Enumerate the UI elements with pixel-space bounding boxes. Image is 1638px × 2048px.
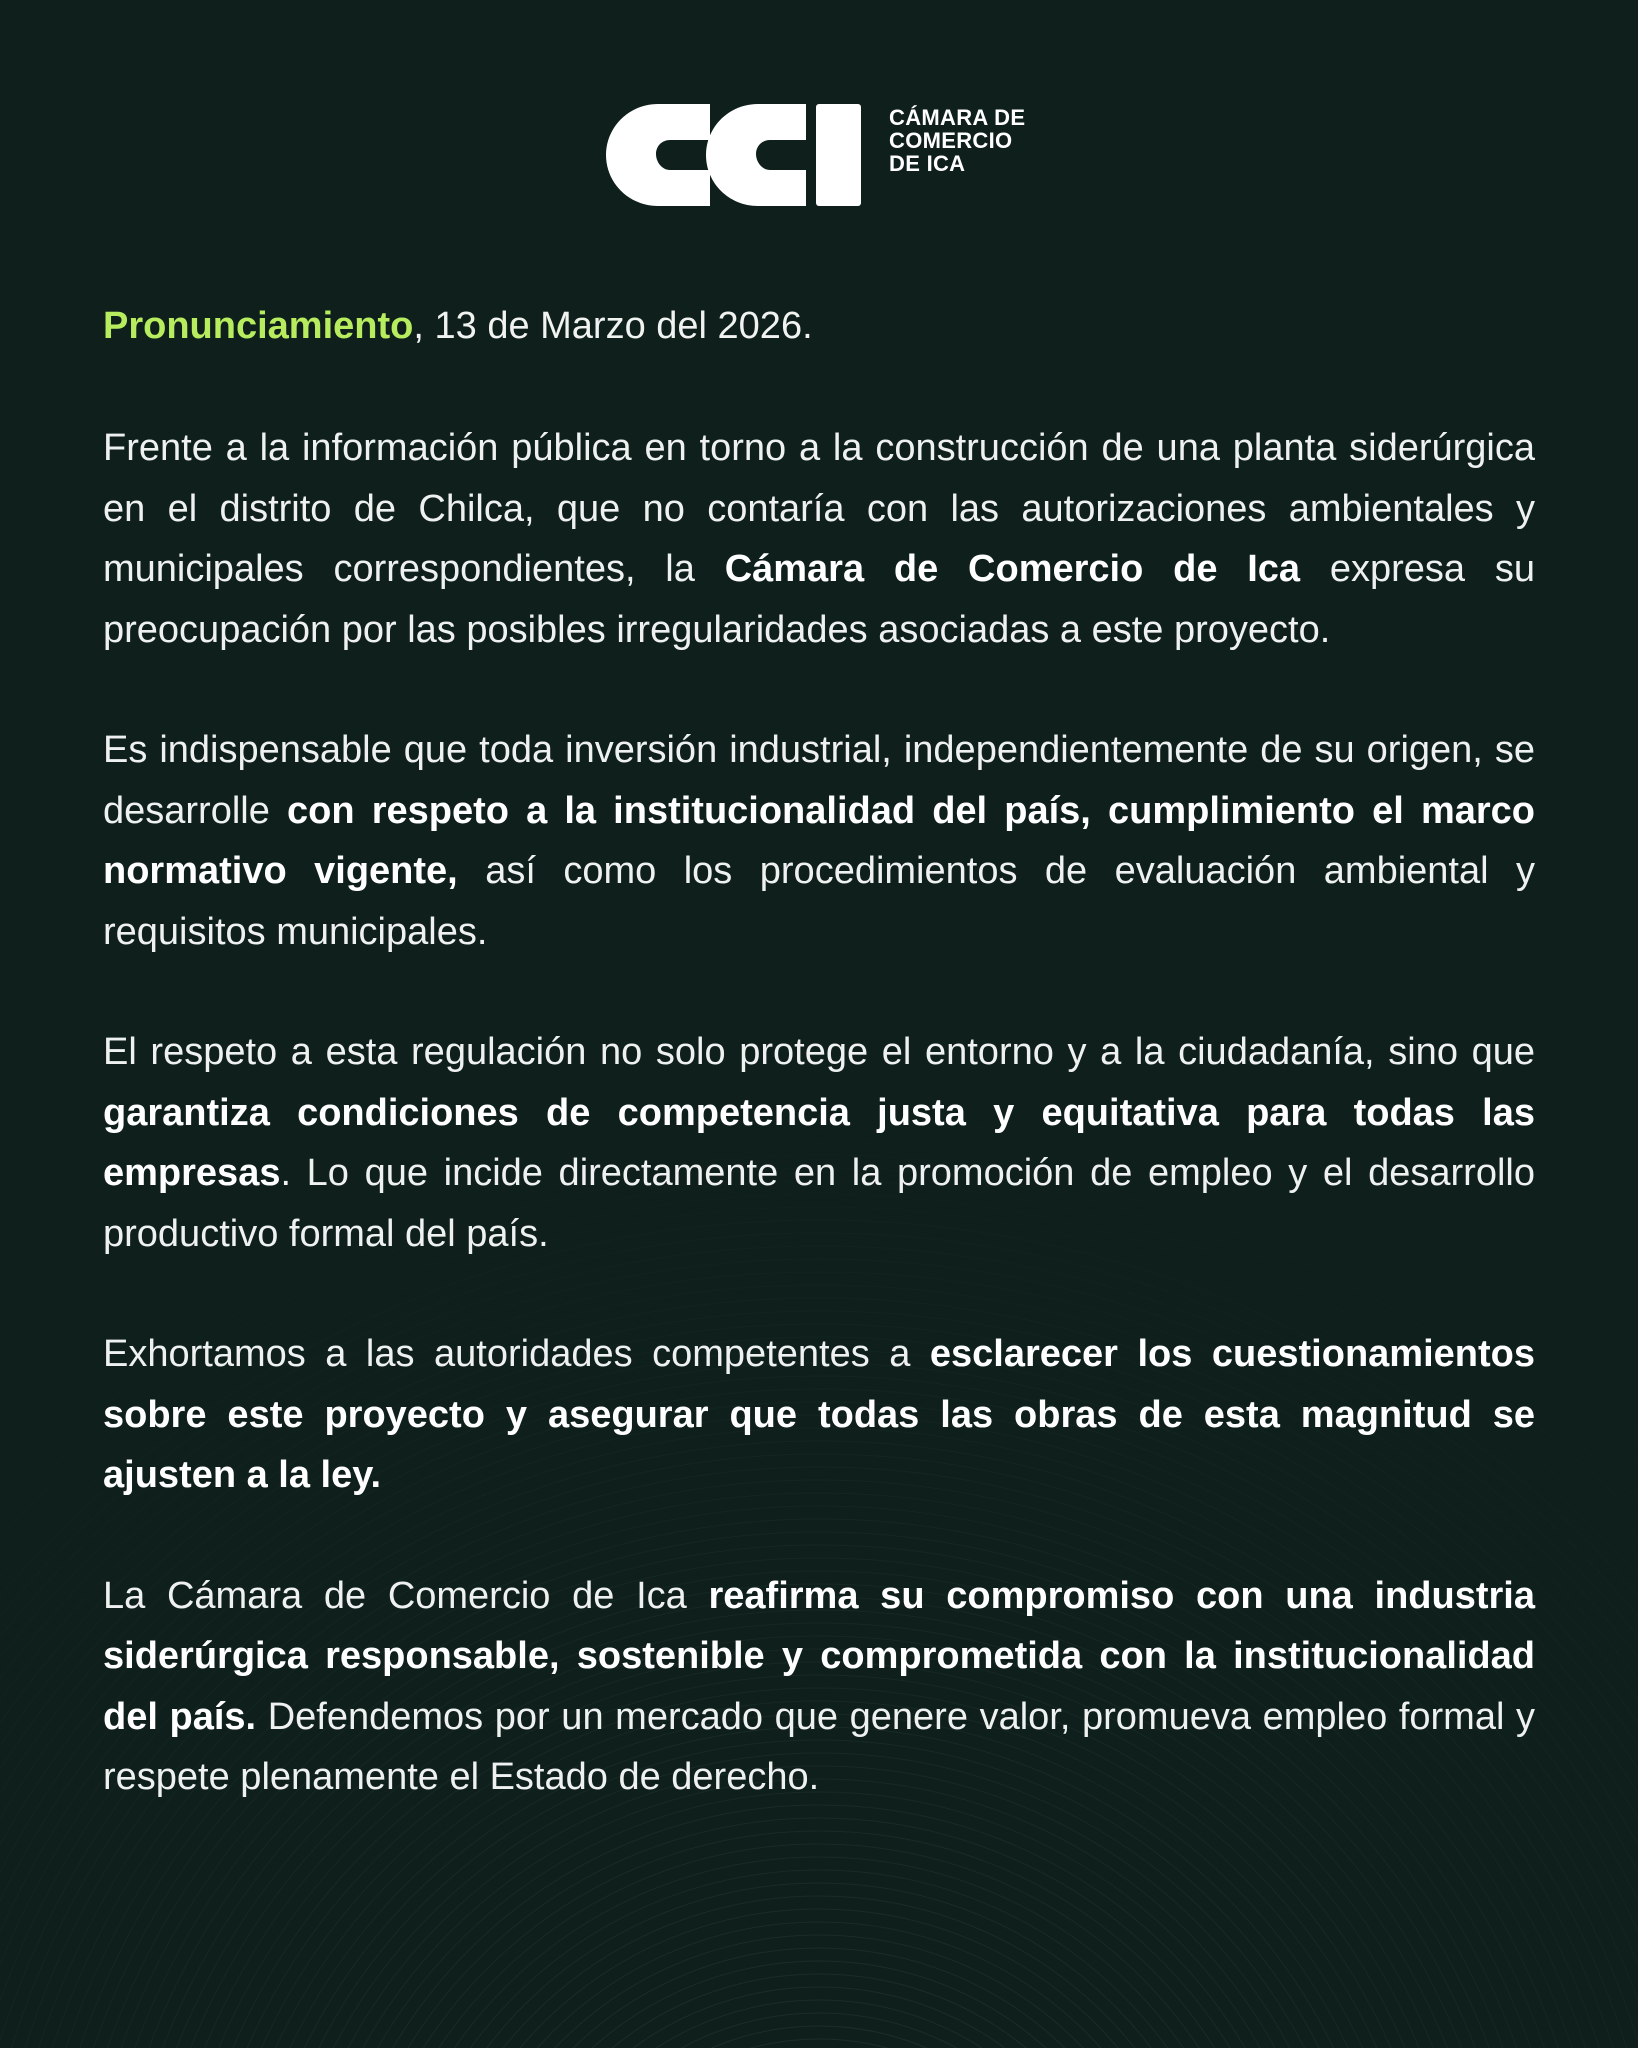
paragraph-5-text-a: La Cámara de Comercio de Ica xyxy=(103,1574,709,1617)
logo xyxy=(606,91,1026,206)
background-ring xyxy=(311,1792,1327,2048)
paragraph-4-text-a: Exhortamos a las autoridades competentes a xyxy=(103,1333,930,1375)
background-ring xyxy=(441,1922,1197,2048)
background-ring xyxy=(324,1805,1314,2048)
logo-line-1: CÁMARA DE xyxy=(889,105,1026,130)
background-ring xyxy=(389,1870,1249,2048)
logo-line-3: DE ICA xyxy=(889,151,966,176)
statement-body xyxy=(103,296,1535,1808)
logo-mark-text: CCI xyxy=(606,91,634,108)
paragraph-3-text-a: El respeto a esta regulación no solo protege el entorno y a la ciudadanía, sino que xyxy=(103,1031,1535,1073)
paragraph-1-bold: Cámara de Comercio de Ica xyxy=(724,548,1301,590)
paragraph-2 xyxy=(103,720,1535,962)
paragraph-2-text-a: Es indispensable que toda inversión industrial, independientemente de su origen, se desarrolle xyxy=(103,729,1535,832)
background-ring xyxy=(558,2039,1080,2048)
background-ring xyxy=(376,1857,1262,2048)
logo-line-2: COMERCIO xyxy=(889,128,1013,153)
paragraph-3 xyxy=(103,1022,1535,1264)
paragraph-4 xyxy=(103,1324,1535,1506)
statement-date: , 13 de Marzo del 2026. xyxy=(413,305,813,347)
paragraph-5-bold: reafirma su compromiso con una industria siderúrgica responsable, sostenible y comprometida con la institucionalidad del país. xyxy=(103,1574,1535,1738)
cci-logo-mark xyxy=(606,91,871,206)
date-line xyxy=(103,296,1535,356)
background-ring xyxy=(285,1766,1353,2048)
paragraph-5 xyxy=(103,1566,1535,1808)
paragraph-2-text-b: así como los procedimientos de evaluación ambiental y requisitos municipales. xyxy=(103,850,1536,953)
paragraph-5-text-b: Defendemos por un mercado que genere valor, promueva empleo formal y respete plenamente el Estado de derecho. xyxy=(103,1695,1535,1798)
logo-wordmark xyxy=(889,106,1025,175)
pronouncement-label: Pronunciamiento xyxy=(103,305,414,347)
background-ring xyxy=(493,1974,1145,2048)
paragraph-1 xyxy=(103,418,1535,660)
background-ring xyxy=(363,1844,1275,2048)
paragraph-1-text-b: expresa su preocupación por las posibles irregularidades asociadas a este proyecto. xyxy=(103,548,1535,651)
background-ring xyxy=(454,1935,1184,2048)
paragraph-3-bold: garantiza condiciones de competencia justa y equitativa para todas las empresas xyxy=(103,1091,1535,1194)
background-ring xyxy=(428,1909,1210,2048)
background-ring xyxy=(415,1896,1223,2048)
background-ring xyxy=(350,1831,1288,2048)
background-ring xyxy=(298,1779,1340,2048)
paragraph-2-bold: con respeto a la institucionalidad del país, cumplimiento el marco normativo vigente, xyxy=(103,789,1535,892)
background-ring xyxy=(402,1883,1236,2048)
paragraph-4-bold: esclarecer los cuestionamientos sobre este proyecto y asegurar que todas las obras de esta magnitud se ajusten a la ley. xyxy=(103,1333,1535,1496)
paragraph-3-text-b: . Lo que incide directamente en la promoción de empleo y el desarrollo productivo formal del país. xyxy=(103,1152,1535,1255)
background-ring xyxy=(519,2000,1119,2048)
paragraph-1-text-a: Frente a la información pública en torno a la construcción de una planta siderúrgica en el distrito de Chilca, que no contaría con las autorizaciones ambientales y municipales correspondientes, la xyxy=(103,427,1535,590)
